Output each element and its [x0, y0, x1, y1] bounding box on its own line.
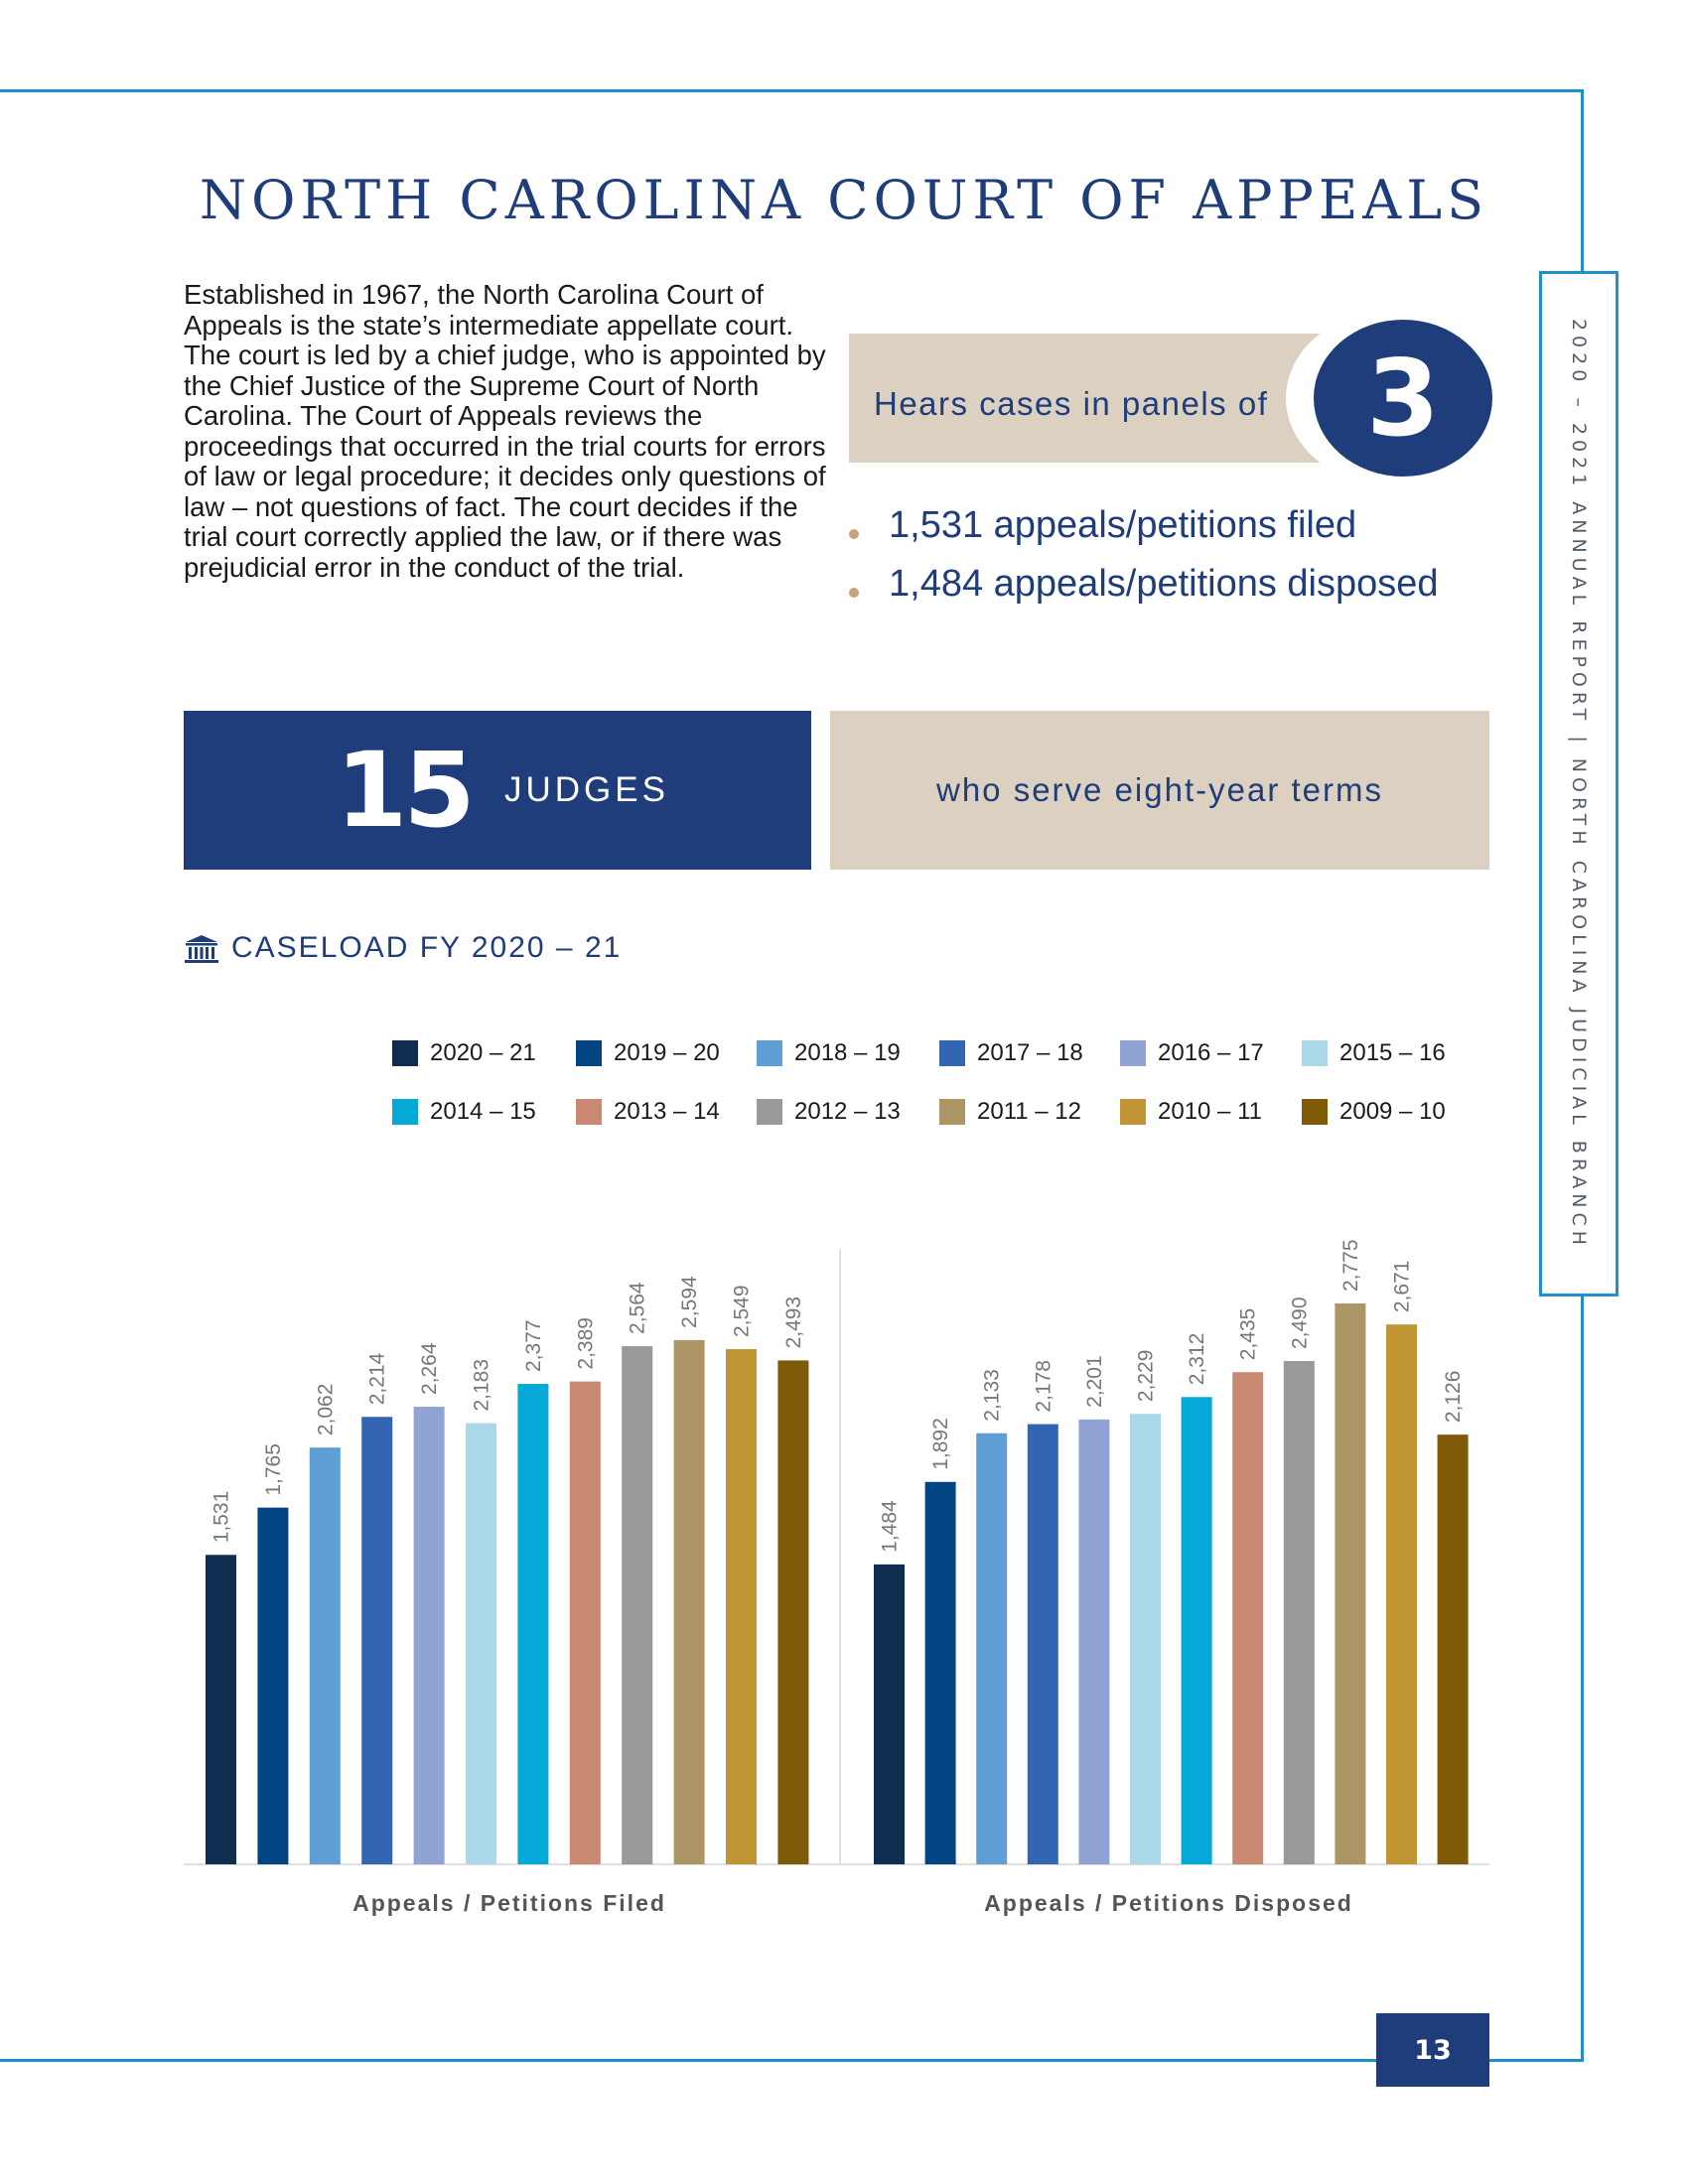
- bar: [206, 1555, 236, 1864]
- stat-filed: 1,531 appeals/petitions filed: [889, 504, 1357, 546]
- legend-label: 2019 – 20: [614, 1039, 720, 1066]
- legend-swatch: [757, 1099, 782, 1125]
- legend-swatch: [392, 1040, 418, 1066]
- legend-item: [392, 1097, 536, 1127]
- legend-label: 2013 – 14: [614, 1098, 720, 1125]
- bar-value-label: 2,671: [1390, 1260, 1414, 1313]
- frame-top-border: [0, 89, 1584, 92]
- bar: [1386, 1324, 1417, 1864]
- bar-value-label: 2,229: [1134, 1349, 1158, 1403]
- legend-swatch: [1120, 1099, 1146, 1125]
- bar: [1130, 1414, 1161, 1864]
- bar: [1078, 1420, 1109, 1864]
- bar: [257, 1508, 288, 1864]
- category-label: Appeals / Petitions Filed: [352, 1890, 666, 1916]
- legend-item: [1302, 1097, 1446, 1127]
- legend-label: 2016 – 17: [1158, 1039, 1264, 1066]
- bar-value-label: 2,214: [365, 1352, 389, 1406]
- legend-label: 2010 – 11: [1158, 1098, 1262, 1125]
- bar-value-label: 2,133: [980, 1369, 1004, 1422]
- legend-swatch: [1120, 1040, 1146, 1066]
- legend-swatch: [939, 1040, 965, 1066]
- legend-swatch: [757, 1040, 782, 1066]
- bar-value-label: 2,435: [1236, 1307, 1260, 1361]
- legend-swatch: [1302, 1099, 1328, 1125]
- judges-label: JUDGES: [504, 770, 669, 809]
- legend-swatch: [392, 1099, 418, 1125]
- legend-swatch: [1302, 1040, 1328, 1066]
- bar: [1028, 1425, 1058, 1864]
- bar: [414, 1407, 445, 1864]
- page-title: NORTH CAROLINA COURT OF APPEALS: [199, 169, 1489, 231]
- bar: [517, 1384, 548, 1864]
- bar: [310, 1447, 341, 1864]
- bar-value-label: 1,892: [929, 1418, 953, 1470]
- bar: [874, 1565, 905, 1864]
- bar-value-label: 1,531: [210, 1490, 233, 1544]
- bar: [466, 1424, 496, 1864]
- panels-number: 3: [1314, 320, 1492, 477]
- legend-item: [576, 1038, 720, 1068]
- legend-label: 2009 – 10: [1339, 1098, 1446, 1125]
- legend-item: [939, 1038, 1083, 1068]
- legend-label: 2014 – 15: [430, 1098, 536, 1125]
- bar-value-label: 2,201: [1082, 1355, 1106, 1408]
- bar-value-label: 2,183: [470, 1358, 493, 1412]
- bar: [976, 1433, 1007, 1864]
- legend-label: 2011 – 12: [977, 1098, 1081, 1125]
- category-label: Appeals / Petitions Disposed: [984, 1890, 1353, 1916]
- bar: [1284, 1361, 1315, 1864]
- bar-value-label: 2,178: [1032, 1359, 1055, 1413]
- legend-item: [939, 1097, 1081, 1127]
- bar: [1438, 1434, 1469, 1864]
- bar-value-label: 2,312: [1186, 1332, 1209, 1386]
- frame-bottom-border: [0, 2059, 1584, 2062]
- side-banner-text: 2020 – 2021 ANNUAL REPORT | NORTH CAROLINA JUDICIAL BRANCH: [1568, 318, 1590, 1250]
- legend-item: [1120, 1097, 1262, 1127]
- legend-label: 2020 – 21: [430, 1039, 536, 1066]
- bullet-icon: [849, 529, 859, 539]
- bar-value-label: 1,484: [878, 1500, 902, 1553]
- legend-label: 2018 – 19: [794, 1039, 901, 1066]
- intro-paragraph: Established in 1967, the North Carolina Court of Appeals is the state’s intermediate appellate court. The court is led by a chief judge, who is appointed by the Chief Justice of the Supreme Court of North Carolina. The Court of Appeals reviews the proceedings that occurred in the trial courts for errors of law or legal procedure; it decides only questions of law – not questions of fact. The court decides if the trial court correctly applied the law, or if there was prejudicial error in the conduct of the trial.: [184, 279, 826, 583]
- bar: [726, 1349, 757, 1864]
- bar-value-label: 2,775: [1338, 1239, 1362, 1293]
- bullet-icon: [849, 588, 859, 598]
- bar-value-label: 2,594: [678, 1276, 702, 1328]
- bar: [777, 1360, 808, 1864]
- legend-item: [576, 1097, 720, 1127]
- judges-number: 15: [336, 730, 472, 851]
- legend-swatch: [576, 1040, 602, 1066]
- bar-value-label: 1,765: [261, 1443, 285, 1496]
- bar-value-label: 2,490: [1288, 1297, 1312, 1350]
- bar: [1232, 1372, 1263, 1864]
- bar-value-label: 2,389: [574, 1317, 598, 1370]
- legend-item: [757, 1038, 901, 1068]
- legend-label: 2015 – 16: [1339, 1039, 1446, 1066]
- bar-value-label: 2,493: [781, 1296, 805, 1349]
- bar: [622, 1346, 652, 1864]
- bar: [1335, 1303, 1365, 1864]
- legend-label: 2012 – 13: [794, 1098, 901, 1125]
- panels-label: Hears cases in panels of: [874, 385, 1269, 422]
- bar: [925, 1482, 956, 1864]
- legend-item: [757, 1097, 901, 1127]
- side-banner: [1539, 271, 1618, 1297]
- bar-value-label: 2,264: [418, 1342, 442, 1396]
- judges-box: [184, 711, 811, 870]
- legend-label: 2017 – 18: [977, 1039, 1083, 1066]
- terms-text: who serve eight-year terms: [936, 771, 1383, 808]
- legend-item: [392, 1038, 536, 1068]
- stat-disposed: 1,484 appeals/petitions disposed: [889, 563, 1439, 605]
- bar-value-label: 2,549: [730, 1285, 754, 1338]
- caseload-title: CASELOAD FY 2020 – 21: [231, 931, 623, 964]
- courthouse-icon: [184, 933, 219, 965]
- bar-value-label: 2,377: [521, 1319, 545, 1373]
- page-number: 13: [1376, 2013, 1489, 2087]
- legend-item: [1302, 1038, 1446, 1068]
- bar-value-label: 2,062: [314, 1383, 338, 1436]
- legend-item: [1120, 1038, 1264, 1068]
- terms-box: [830, 711, 1489, 870]
- bar: [570, 1382, 601, 1864]
- bar-value-label: 2,126: [1442, 1370, 1466, 1424]
- bar: [1182, 1397, 1212, 1864]
- bar: [674, 1340, 705, 1864]
- legend-swatch: [576, 1099, 602, 1125]
- bar: [361, 1417, 392, 1864]
- bar-value-label: 2,564: [626, 1282, 649, 1334]
- legend-swatch: [939, 1099, 965, 1125]
